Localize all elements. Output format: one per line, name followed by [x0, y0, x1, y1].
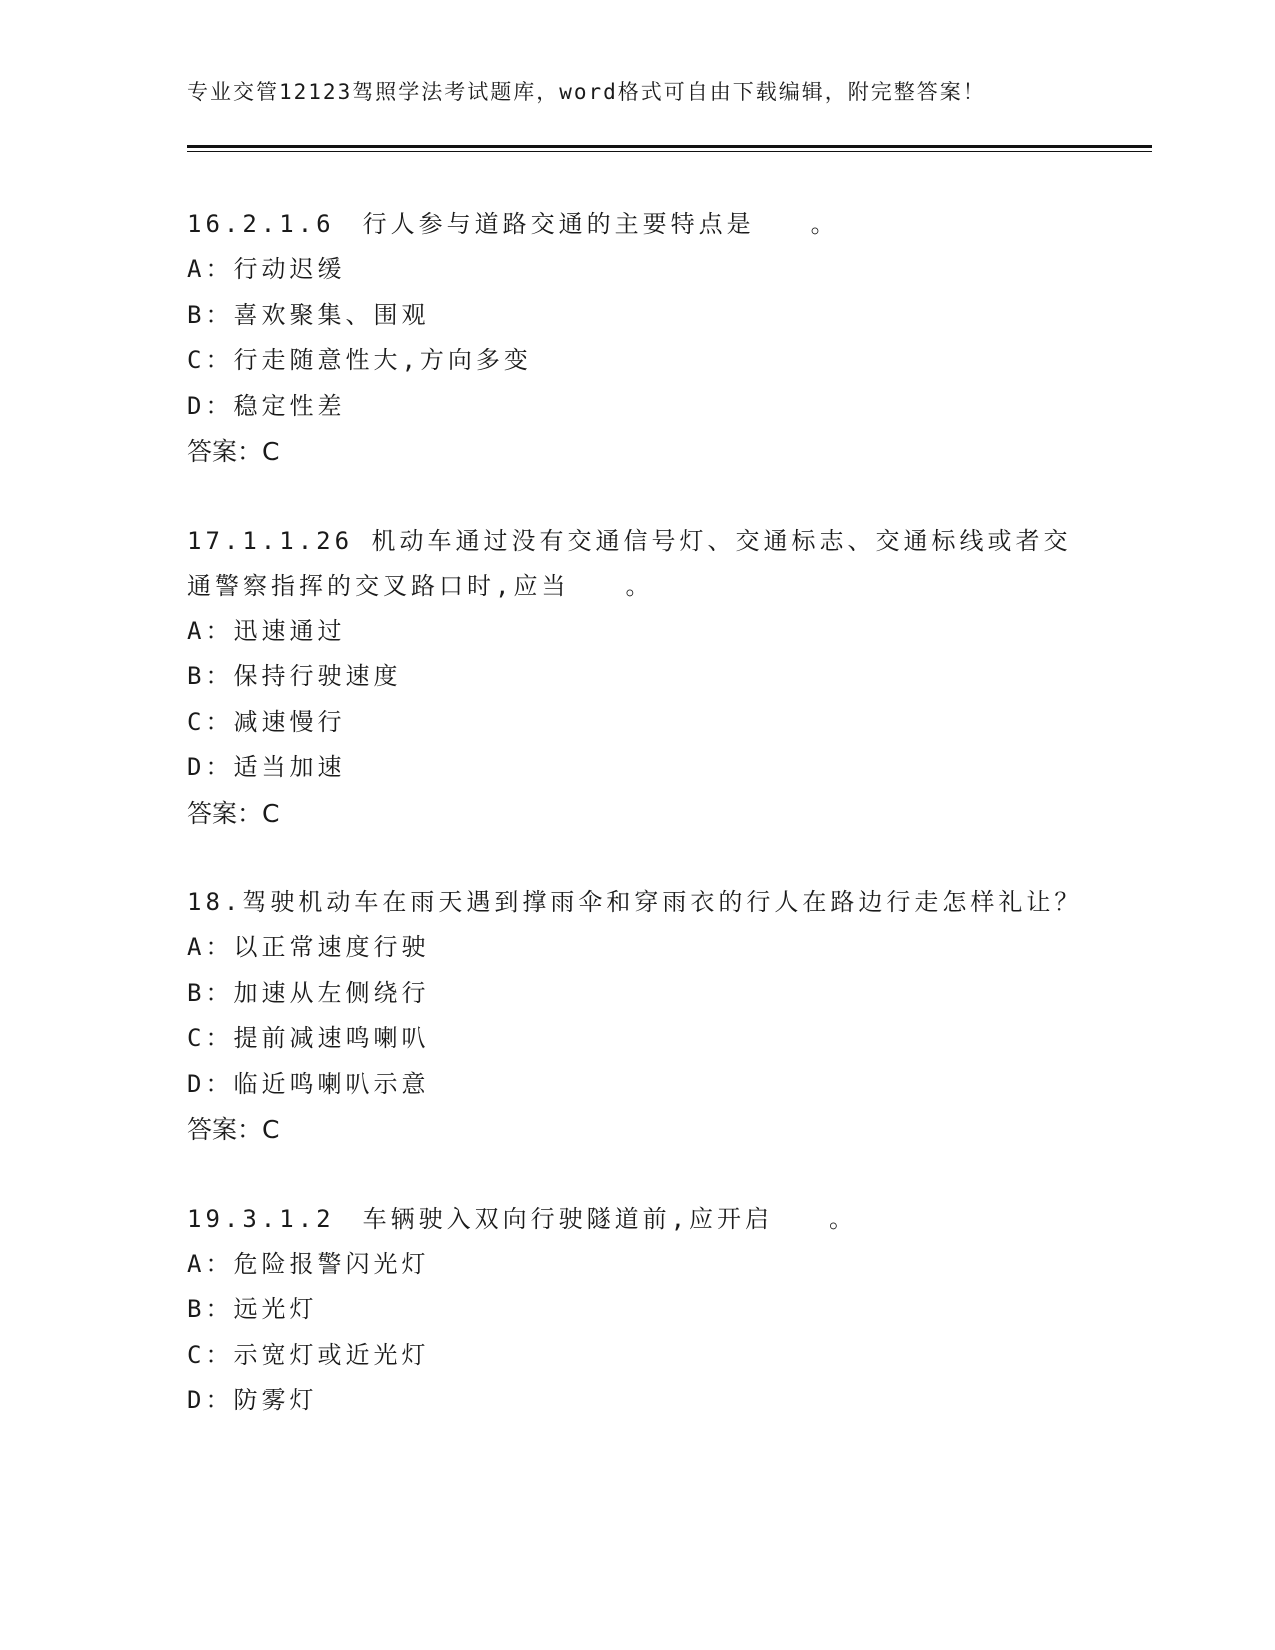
answer-line: 答案：C [187, 798, 280, 828]
option-a: A：迅速通过 [187, 616, 346, 645]
option-b: B：加速从左侧绕行 [187, 978, 430, 1007]
question-19 [187, 1197, 1087, 1424]
option-d: D：稳定性差 [187, 391, 346, 420]
document-header: 专业交管12123驾照学法考试题库，word格式可自由下载编辑，附完整答案！ [187, 80, 986, 104]
question-stem: 17.1.1.26 机动车通过没有交通信号灯、交通标志、交通标线或者交通警察指挥的交叉路口时,应当 。 [187, 526, 1072, 600]
answer-line: 答案：C [187, 437, 280, 466]
option-d: D：临近鸣喇叭示意 [187, 1069, 430, 1098]
option-b: B：远光灯 [187, 1295, 318, 1323]
option-c: C：行走随意性大,方向多变 [187, 346, 532, 374]
option-c: C：提前减速鸣喇叭 [187, 1024, 430, 1052]
option-d: D：防雾灯 [187, 1386, 318, 1414]
option-b: B：保持行驶速度 [187, 662, 402, 690]
header-divider-thick [187, 145, 1152, 148]
question-stem: 16.2.1.6 行人参与道路交通的主要特点是 。 [187, 210, 839, 238]
question-16 [187, 202, 1087, 475]
option-d: D：适当加速 [187, 753, 346, 781]
question-17 [187, 519, 1087, 837]
option-a: A：危险报警闪光灯 [187, 1249, 430, 1278]
header-divider-thin [187, 151, 1152, 152]
option-b: B：喜欢聚集、围观 [187, 300, 430, 329]
option-c: C：减速慢行 [187, 707, 346, 736]
question-stem: 19.3.1.2 车辆驶入双向行驶隧道前,应开启 。 [187, 1204, 858, 1233]
question-18 [187, 880, 1087, 1153]
option-a: A：以正常速度行驶 [187, 933, 430, 961]
question-list [187, 202, 1087, 1468]
answer-line: 答案：C [187, 1115, 280, 1144]
question-stem: 18.驾驶机动车在雨天遇到撑雨伞和穿雨衣的行人在路边行走怎样礼让？ [187, 888, 1083, 916]
option-c: C：示宽灯或近光灯 [187, 1340, 430, 1369]
option-a: A：行动迟缓 [187, 255, 346, 283]
